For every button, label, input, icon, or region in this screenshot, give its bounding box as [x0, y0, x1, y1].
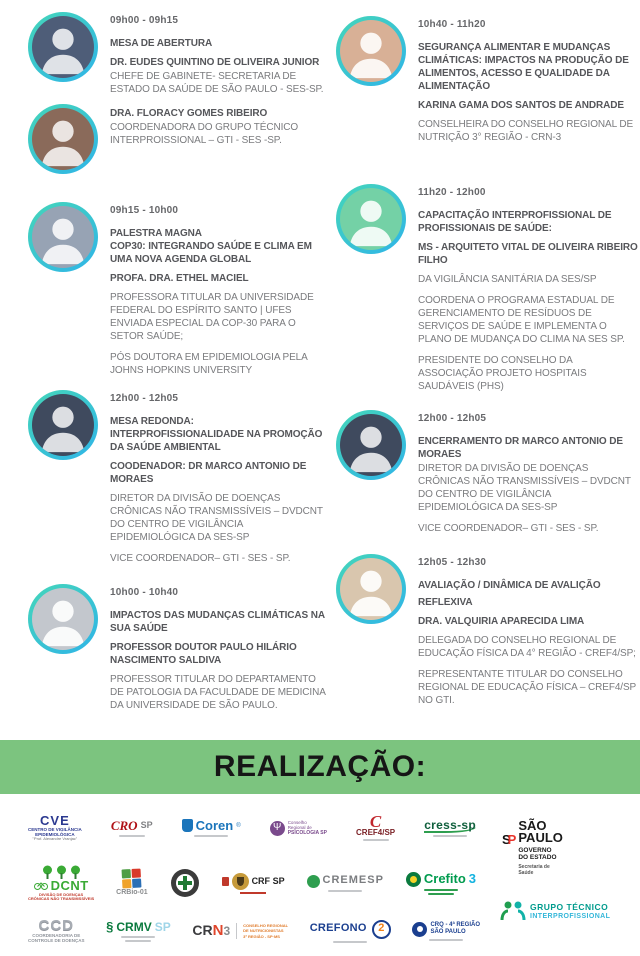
session-time: 12h00 - 12h05: [110, 393, 179, 404]
speaker-role: COORDENADORA DO GRUPO TÉCNICO INTERPROISSIONAL – GTI - SES -SP.: [110, 122, 299, 146]
divider: [236, 923, 237, 939]
logo-cremesp: CREMESP: [307, 875, 384, 892]
person-silhouette-icon: [340, 188, 402, 250]
person-silhouette-icon: [32, 394, 94, 456]
logo-cress-sp: cress-sp: [424, 819, 476, 838]
session-time: 09h00 - 09h15: [110, 15, 179, 26]
speaker-role: DELEGADA DO CONSELHO REGIONAL DE EDUCAÇÃO FÍSICA DA 4° REGIÃO - CREF4/SP;: [418, 635, 636, 659]
session-avaliacao: [336, 554, 638, 707]
person-silhouette-icon: [340, 414, 402, 476]
session-capacitacao: [336, 184, 638, 393]
crmv-serpent-icon: §: [106, 919, 114, 935]
logo-psicologia-sp: Ψ Conselho Regional de PSICOLOGIA SP: [270, 820, 327, 837]
session-palestra-magna: [28, 202, 328, 377]
session-title: IMPACTOS DAS MUDANÇAS CLIMÁTICAS NA SUA SAÚDE: [110, 610, 325, 634]
trees-icon: [41, 865, 82, 879]
speaker-role-2: VICE COORDENADOR– GTI - SES - SP.: [418, 523, 599, 534]
speaker-photo: [336, 410, 406, 480]
speaker-name: DRA. FLORACY GOMES RIBEIRO: [110, 108, 268, 119]
speaker-name: ENCERRAMENTO DR MARCO ANTONIO DE MORAES: [418, 436, 623, 460]
logo-ccd: CCD COORDENADORIA DE CONTROLE DE DOENÇAS: [28, 917, 85, 943]
speaker-role: CONSELHEIRA DO CONSELHO REGIONAL DE NUTRIÇÃO 3° REGIÃO - CRN-3: [418, 119, 634, 143]
logo-coren: Coren ®: [182, 819, 241, 837]
speaker-role-2: COORDENA O PROGRAMA ESTADUAL DE GERENCIAMENTO DE RESÍDUOS DE SERVIÇOS DE SAÚDE E IMPLEMENTA O PLANO DE MUDANÇA DO CLIMA NA SES SP.: [418, 295, 625, 345]
session-subtitle: REFLEXIVA: [418, 597, 473, 608]
coren-shield-icon: [182, 819, 193, 832]
logo-crmv-sp: § CRMV SP: [106, 920, 171, 942]
speaker-role-2: VICE COORDENADOR– GTI - SES - SP.: [110, 553, 291, 564]
speaker-name: MS - ARQUITETO VITAL DE OLIVEIRA RIBEIRO FILHO: [418, 242, 638, 266]
logo-biomedicina: [170, 868, 200, 898]
session-title: PALESTRA MAGNA: [110, 228, 202, 239]
speaker-photo: [336, 554, 406, 624]
session-time: 11h20 - 12h00: [418, 187, 486, 198]
fine-print-bar: [424, 889, 458, 891]
speaker-name: DR. EUDES QUINTINO DE OLIVEIRA JUNIOR: [110, 57, 320, 68]
logos-row-3: [28, 908, 480, 954]
fine-print-bar: [125, 940, 151, 942]
session-title: MESA DE ABERTURA: [110, 38, 213, 49]
speaker-photo: [28, 104, 98, 174]
fine-print-bar: [433, 835, 467, 837]
speaker-photo: [28, 390, 98, 460]
psi-icon: Ψ: [270, 821, 285, 836]
cref4-script-c: C: [369, 811, 382, 831]
logo-crq-4-regiao: CRQ - 4ª REGIÃO SÃO PAULO: [412, 922, 480, 941]
speaker-name: PROFA. DRA. ETHEL MACIEL: [110, 273, 249, 284]
banner-title: REALIZAÇÃO:: [213, 750, 427, 783]
fine-print-bar: [328, 890, 362, 892]
speaker-role-2: PÓS DOUTORA EM EPIDEMIOLOGIA PELA JOHNS HOPKINS UNIVERSITY: [110, 352, 308, 376]
person-silhouette-icon: [32, 108, 94, 170]
speaker-name: KARINA GAMA DOS SANTOS DE ANDRADE: [418, 100, 624, 111]
speaker-role-3: PRESIDENTE DO CONSELHO DA ASSOCIAÇÃO PROJETO HOSPITAIS SAUDÁVEIS (PHS): [418, 355, 587, 392]
logo-sao-paulo-governo: SP SÃO PAULO GOVERNO DO ESTADO Secretaria de Saúde: [502, 818, 563, 876]
session-encerramento: [336, 410, 638, 535]
logos-row-1: [28, 802, 476, 854]
logo-crn3: CRN3 CONSELHO REGIONAL DE NUTRICIONISTAS 3ª REGIÃO - SP·MS: [192, 921, 289, 939]
session-time: 09h15 - 10h00: [110, 205, 179, 216]
gti-people-icon: [500, 900, 526, 922]
logo-crf-sp: CRF SP: [222, 873, 285, 894]
logo-cref4-sp: C CREF4/SP: [356, 815, 395, 841]
crq-gear-icon: [412, 922, 427, 937]
crbio-squares-icon: [122, 869, 142, 889]
speaker-photo: [28, 12, 98, 82]
person-silhouette-icon: [32, 588, 94, 650]
crefito-emblem-icon: [406, 872, 421, 887]
session-time: 10h40 - 11h20: [418, 19, 486, 30]
speaker-photo: [28, 202, 98, 272]
fine-print-bar: [240, 892, 266, 894]
biomedicina-cross-icon: [170, 868, 200, 898]
logo-crbio-01: CRBio-01: [116, 869, 148, 896]
session-abertura-2: [28, 104, 328, 174]
logo-crefono2: CREFONO 2: [310, 920, 391, 943]
speaker-photo: [336, 184, 406, 254]
fine-print-bar: [119, 835, 145, 837]
session-mesa-redonda: [28, 390, 328, 565]
session-title: SEGURANÇA ALIMENTAR E MUDANÇAS CLIMÁTICAS: IMPACTOS NA PRODUÇÃO DE ALIMENTOS, ACESSO E QUALIDADE DA ALIMENTAÇÃO: [418, 42, 629, 92]
speaker-photo: [28, 584, 98, 654]
speaker-role: PROFESSOR TITULAR DO DEPARTAMENTO DE PATOLOGIA DA FACULDADE DE MEDICINA DA UNIVERSIDADE DE SÃO PAULO.: [110, 674, 326, 711]
fine-print-bar: [428, 893, 454, 895]
speaker-name: COODENADOR: DR MARCO ANTONIO DE MORAES: [110, 461, 307, 485]
session-abertura: [28, 12, 328, 96]
speaker-name: PROFESSOR DOUTOR PAULO HILÁRIO NASCIMENTO SALDIVA: [110, 642, 297, 666]
fine-print-bar: [429, 939, 463, 941]
realizacao-banner: [0, 740, 640, 794]
speaker-role: DA VIGILÂNCIA SANITÁRIA DA SES/SP: [418, 274, 597, 285]
logos-row-2: [28, 858, 476, 908]
crf-flag-icon: [222, 877, 229, 886]
bicycle-icon: [34, 881, 48, 890]
fine-print-bar: [363, 839, 389, 841]
crefono-2-icon: 2: [372, 920, 391, 939]
session-seguranca-alimentar: [336, 16, 638, 144]
session-impactos: [28, 584, 328, 712]
speaker-photo: [336, 16, 406, 86]
speaker-role: PROFESSORA TITULAR DA UNIVERSIDADE FEDERAL DO ESPÍRITO SANTO | UFES ENVIADA ESPECIAL DA COP-30 PARA O SETOR SAÚDE;: [110, 292, 314, 342]
cremesp-dot-icon: [307, 875, 320, 888]
session-title: CAPACITAÇÃO INTERPROFISSIONAL DE PROFISSIONAIS DE SAÚDE:: [418, 210, 612, 234]
fine-print-bar: [194, 835, 228, 837]
logo-crefito3: Crefito 3: [406, 872, 476, 895]
speaker-role: CHEFE DE GABINETE- SECRETARIA DE ESTADO DA SAÚDE DE SÃO PAULO - SES-SP.: [110, 71, 324, 95]
session-time: 12h05 - 12h30: [418, 557, 487, 568]
crf-cup-icon: [232, 873, 249, 890]
logo-cve: CVE CENTRO DE VIGILÂNCIA EPIDEMIOLÓGICA "Prof. Alexandre Vranjac": [28, 813, 82, 842]
logo-cro-sp: CRO SP: [111, 819, 153, 837]
speaker-role: DIRETOR DA DIVISÃO DE DOENÇAS CRÔNICAS NÃO TRANSMISSÍVEIS – DVDCNT DO CENTRO DE VIGILÂNCIA EPIDEMIOLÓGICA DA SES-SP: [110, 493, 323, 543]
speaker-name: DRA. VALQUIRIA APARECIDA LIMA: [418, 616, 585, 627]
session-time: 10h00 - 10h40: [110, 587, 179, 598]
logo-grupo-tecnico-interprofissional: GRUPO TÉCNICO INTERPROFISSIONAL: [500, 900, 610, 922]
fine-print-bar: [333, 941, 367, 943]
person-silhouette-icon: [32, 16, 94, 78]
speaker-role: DIRETOR DA DIVISÃO DE DOENÇAS CRÔNICAS NÃO TRANSMISSÍVEIS – DVDCNT DO CENTRO DE VIGILÂNCIA EPIDEMIOLÓGICA DA SES-SP: [418, 463, 631, 513]
logo-dcnt: DCNT DIVISÃO DE DOENÇAS CRÔNICAS NÃO TRANSMISSÍVEIS: [28, 865, 94, 901]
person-silhouette-icon: [32, 206, 94, 268]
person-silhouette-icon: [340, 558, 402, 620]
session-title: AVALIAÇÃO / DINÂMICA DE AVALIÇÃO: [418, 580, 601, 591]
session-subtitle: COP30: INTEGRANDO SAÚDE E CLIMA EM UMA NOVA AGENDA GLOBAL: [110, 241, 312, 265]
speaker-role-2: REPRESENTANTE TITULAR DO CONSELHO REGIONAL DE EDUCAÇÃO FÍSICA – CREF4/SP NO GTI.: [418, 669, 636, 706]
session-time: 12h00 - 12h05: [418, 413, 487, 424]
session-title: MESA REDONDA: INTERPROFISSIONALIDADE NA PROMOÇÃO DA SAÚDE AMBIENTAL: [110, 416, 323, 453]
person-silhouette-icon: [340, 20, 402, 82]
fine-print-bar: [121, 936, 155, 938]
